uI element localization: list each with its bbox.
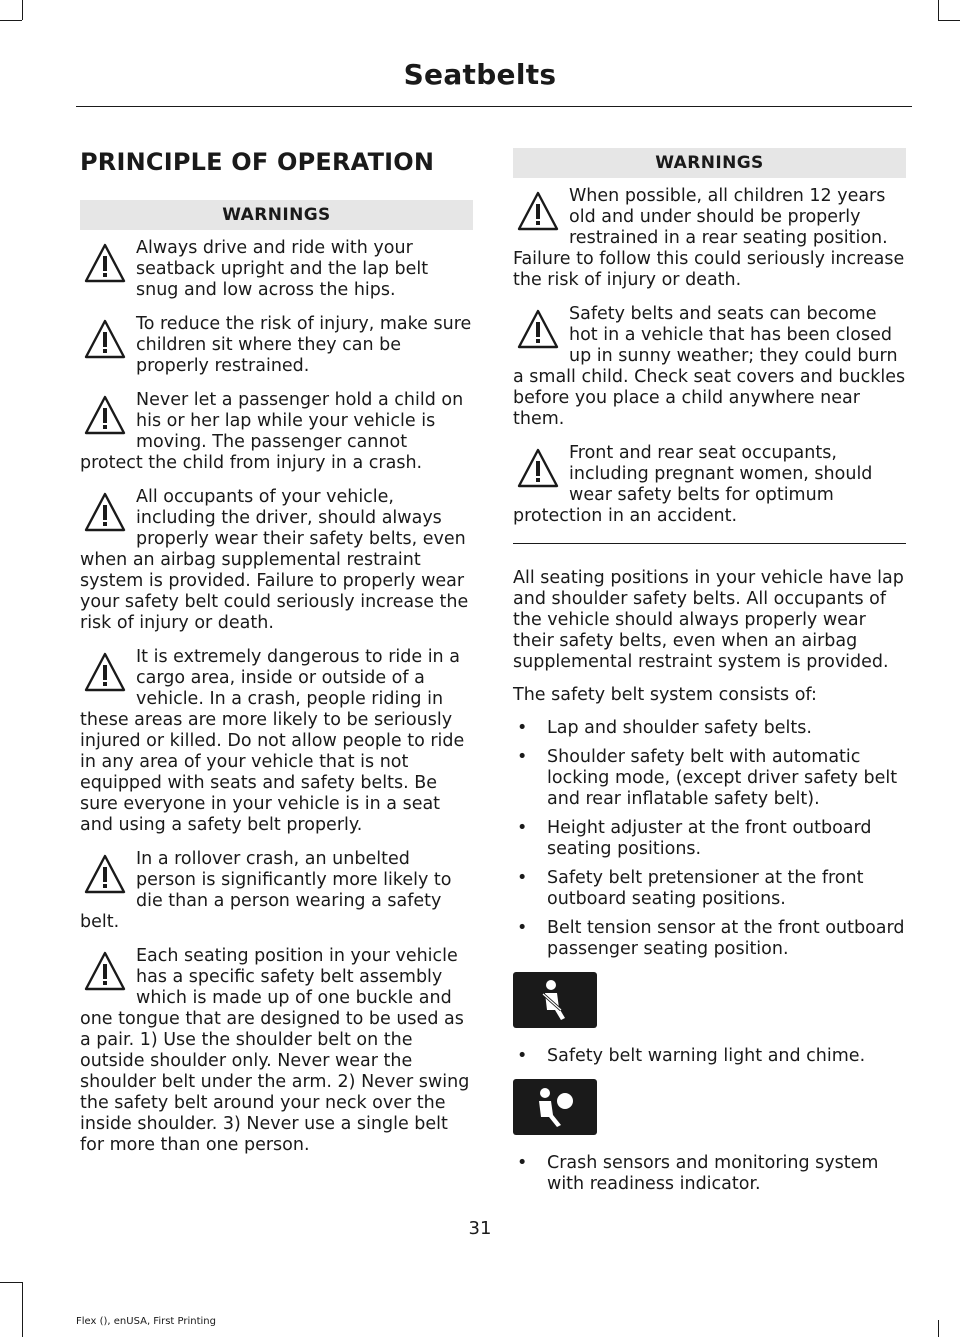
warning-text: Never let a passenger hold a child on his or her lap while your vehicle is moving. The passenger cannot protect the child from injury in a crash.	[80, 390, 464, 473]
warning-triangle-icon	[84, 651, 126, 693]
warning-triangle-icon	[84, 318, 126, 360]
warning-item	[80, 849, 473, 933]
warning-item	[513, 443, 906, 527]
crop-mark	[22, 1282, 23, 1337]
crop-mark	[0, 1282, 22, 1283]
warning-text: It is extremely dangerous to ride in a cargo area, inside or outside of a vehicle. In a crash, people riding in these areas are more likely to be seriously injured or killed. Do not allow people to ride in any area of your vehicle that is not equipped with seats and safety belts. Be sure everyone in your vehicle is in a seat and using a safety belt properly.	[80, 647, 465, 835]
bullet-glyph: •	[517, 818, 528, 838]
list-item-text: Height adjuster at the front outboard seating positions.	[547, 818, 872, 859]
warning-text: Safety belts and seats can become hot in a vehicle that has been closed up in sunny weather; they could burn a small child. Check seat covers and buckles before you place a child anywhere near them.	[513, 304, 906, 429]
crop-mark	[22, 0, 23, 20]
warning-text: Each seating position in your vehicle has a specific safety belt assembly which is made up of one buckle and one tongue that are designed to be used as a pair. 1) Use the shoulder belt on the outside shoulder only. Never wear the shoulder belt under the arm. 2) Never swing the safety belt around your neck over the inside shoulder. 3) Never use a single belt for more than one person.	[80, 946, 470, 1155]
section-title: PRINCIPLE OF OPERATION	[80, 148, 435, 176]
list-item	[513, 747, 906, 810]
warnings-heading: WARNINGS	[80, 200, 473, 230]
bullet-glyph: •	[517, 1046, 528, 1066]
crop-mark	[938, 1320, 939, 1337]
warning-triangle-icon	[517, 190, 559, 232]
header-rule	[76, 106, 912, 107]
list-item-text: Crash sensors and monitoring system with readiness indicator.	[547, 1153, 879, 1194]
right-column	[513, 140, 906, 1203]
list-item	[513, 818, 906, 860]
list-item-text: Belt tension sensor at the front outboard passenger seating position.	[547, 918, 905, 959]
crop-mark	[938, 0, 939, 20]
bullet-glyph: •	[517, 868, 528, 888]
crop-mark	[0, 20, 22, 21]
list-item	[513, 868, 906, 910]
warning-text: In a rollover crash, an unbelted person is significantly more likely to die than a person wearing a safety belt.	[80, 849, 452, 932]
warning-triangle-icon	[84, 242, 126, 284]
warning-text: To reduce the risk of injury, make sure children sit where they can be properly restrained.	[136, 314, 472, 376]
bullet-list	[513, 1046, 906, 1067]
page-number: 31	[468, 1218, 492, 1239]
body-paragraph: All seating positions in your vehicle have lap and shoulder safety belts. All occupants of the vehicle should always properly wear their safety belts, even when an airbag supplemental restraint system is provided.	[513, 568, 904, 672]
warning-triangle-icon	[84, 394, 126, 436]
warning-text: Front and rear seat occupants, including pregnant women, should wear safety belts for optimum protection in an accident.	[513, 443, 873, 526]
warning-triangle-icon	[517, 447, 559, 489]
warning-triangle-icon	[84, 853, 126, 895]
list-item	[513, 718, 906, 739]
warning-text: All occupants of your vehicle, including the driver, should always properly wear their safety belts, even when an airbag supplemental restraint system is provided. Failure to properly wear your safety belt could seriously increase the risk of injury or death.	[80, 487, 469, 633]
warning-text: Always drive and ride with your seatback upright and the lap belt snug and low across the hips.	[136, 238, 429, 300]
footer-text: Flex (), enUSA, First Printing	[76, 1316, 216, 1327]
list-item-text: Lap and shoulder safety belts.	[547, 718, 812, 738]
list-item-text: Safety belt pretensioner at the front outboard seating positions.	[547, 868, 864, 909]
warning-item	[80, 647, 473, 836]
warning-triangle-icon	[84, 950, 126, 992]
bullet-glyph: •	[517, 718, 528, 738]
body-paragraph: The safety belt system consists of:	[513, 685, 817, 705]
seatbelt-person-icon	[535, 978, 575, 1022]
warning-item	[513, 186, 906, 291]
section-divider	[513, 543, 906, 544]
airbag-readiness-icon	[513, 1079, 597, 1135]
list-item	[513, 918, 906, 960]
warning-item	[80, 238, 473, 301]
bullet-list	[513, 1153, 906, 1195]
airbag-person-icon	[531, 1085, 579, 1129]
page-title: Seatbelts	[403, 58, 557, 91]
warning-item	[80, 487, 473, 634]
warning-item	[80, 314, 473, 377]
bullet-glyph: •	[517, 1153, 528, 1173]
warning-item	[513, 304, 906, 430]
warning-triangle-icon	[84, 491, 126, 533]
left-column	[80, 140, 473, 1169]
bullet-glyph: •	[517, 918, 528, 938]
list-item	[513, 1046, 906, 1067]
list-item	[513, 1153, 906, 1195]
warning-item	[80, 390, 473, 474]
warning-text: When possible, all children 12 years old and under should be properly restrained in a rear seating position. Failure to follow this could seriously increase the risk of injury or death.	[513, 186, 905, 290]
bullet-glyph: •	[517, 747, 528, 767]
list-item-text: Shoulder safety belt with automatic locking mode, (except driver safety belt and rear inflatable safety belt).	[547, 747, 898, 809]
warning-item	[80, 946, 473, 1156]
bullet-list	[513, 718, 906, 960]
list-item-text: Safety belt warning light and chime.	[547, 1046, 866, 1066]
seatbelt-warning-light-icon	[513, 972, 597, 1028]
warnings-heading: WARNINGS	[513, 148, 906, 178]
warning-triangle-icon	[517, 308, 559, 350]
crop-mark	[938, 20, 960, 21]
